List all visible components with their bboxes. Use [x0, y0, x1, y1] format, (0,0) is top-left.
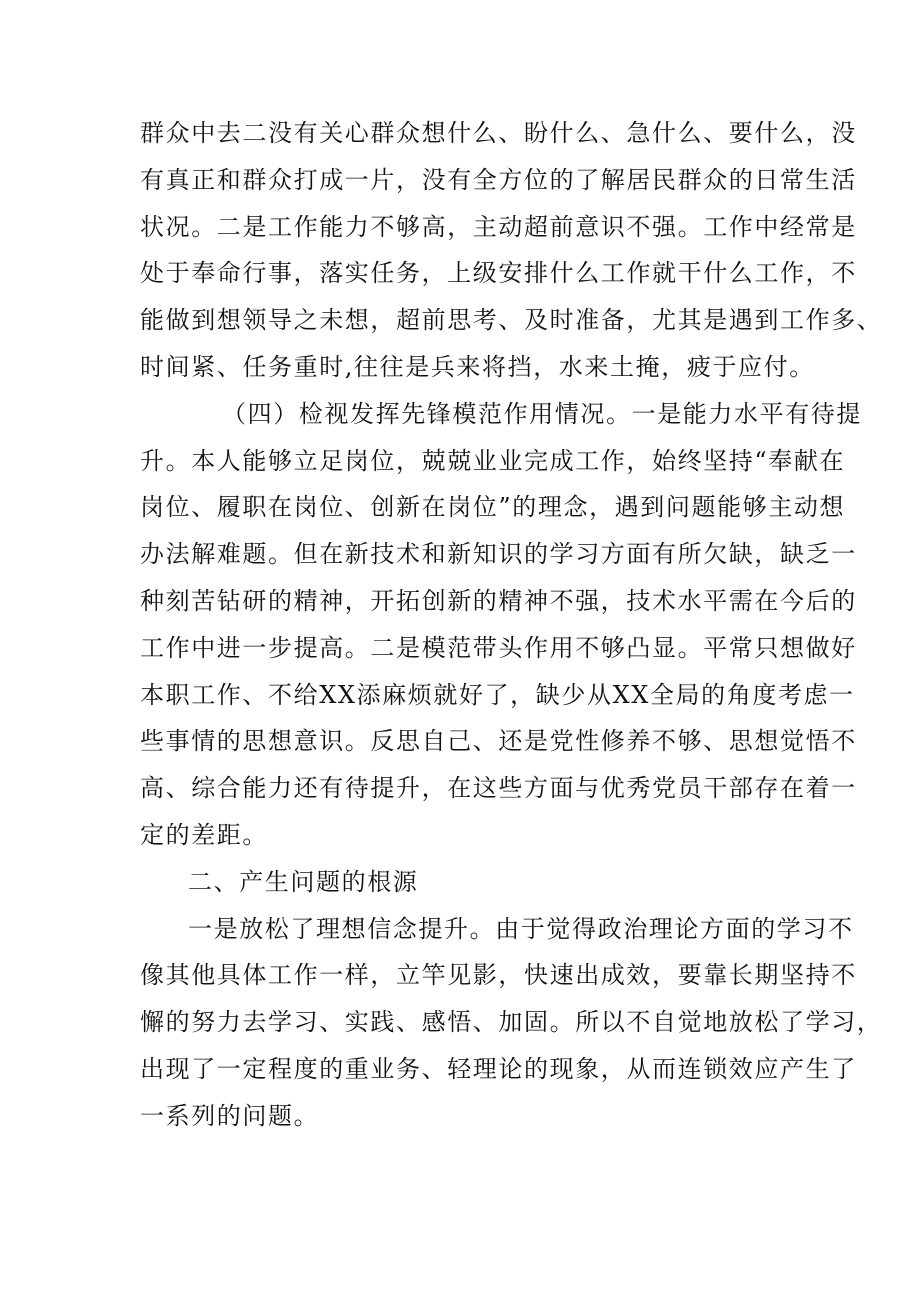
text-line: 高、综合能力还有待提升，在这些方面与优秀党员干部存在着一	[140, 774, 857, 802]
text-line: 些事情的思想意识。反思自己、还是党性修养不够、思想觉悟不	[140, 727, 857, 755]
text-line: 种刻苦钻研的精神，开拓创新的精神不强，技术水平需在今后的	[140, 587, 857, 615]
text-line: 一系列的问题。	[140, 1102, 320, 1130]
text-line: 时间紧、任务重时,往往是兵来将挡，水来土掩，疲于应付。	[140, 353, 815, 381]
text-line: 一是放松了理想信念提升。由于觉得政治理论方面的学习不	[188, 915, 854, 943]
text-line: 像其他具体工作一样，立竿见影，快速出成效，要靠长期坚持不	[140, 961, 857, 989]
text-line: 状况。二是工作能力不够高，主动超前意识不强。工作中经常是	[140, 213, 857, 241]
text-line: 有真正和群众打成一片，没有全方位的了解居民群众的日常生活	[140, 166, 857, 194]
text-line: 定的差距。	[140, 821, 268, 849]
text-line: 能做到想领导之未想，超前思考、及时准备，尤其是遇到工作多、	[140, 306, 883, 334]
section-heading: 二、产生问题的根源	[188, 868, 419, 896]
text-line: 工作中进一步提高。二是模范带头作用不够凸显。平常只想做好	[140, 634, 857, 662]
text-line: 懈的努力去学习、实践、感悟、加固。所以不自觉地放松了学习，	[140, 1008, 883, 1036]
section-heading: （四）检视发挥先锋模范作用情况。一是能力水平有待提	[222, 400, 862, 428]
text-line: 办法解难题。但在新技术和新知识的学习方面有所欠缺，缺乏一	[140, 540, 857, 568]
text-line: 处于奉命行事，落实任务，上级安排什么工作就干什么工作，不	[140, 259, 857, 287]
text-line: 出现了一定程度的重业务、轻理论的现象，从而连锁效应产生了	[140, 1055, 857, 1083]
text-line: 群众中去二没有关心群众想什么、盼什么、急什么、要什么，没	[140, 119, 857, 147]
text-line: 岗位、履职在岗位、创新在岗位”的理念，遇到问题能够主动想	[140, 493, 846, 521]
text-line: 本职工作、不给XX添麻烦就好了，缺少从XX全局的角度考虑一	[140, 681, 855, 709]
text-line: 升。本人能够立足岗位，兢兢业业完成工作，始终坚持“奉献在	[140, 447, 846, 475]
